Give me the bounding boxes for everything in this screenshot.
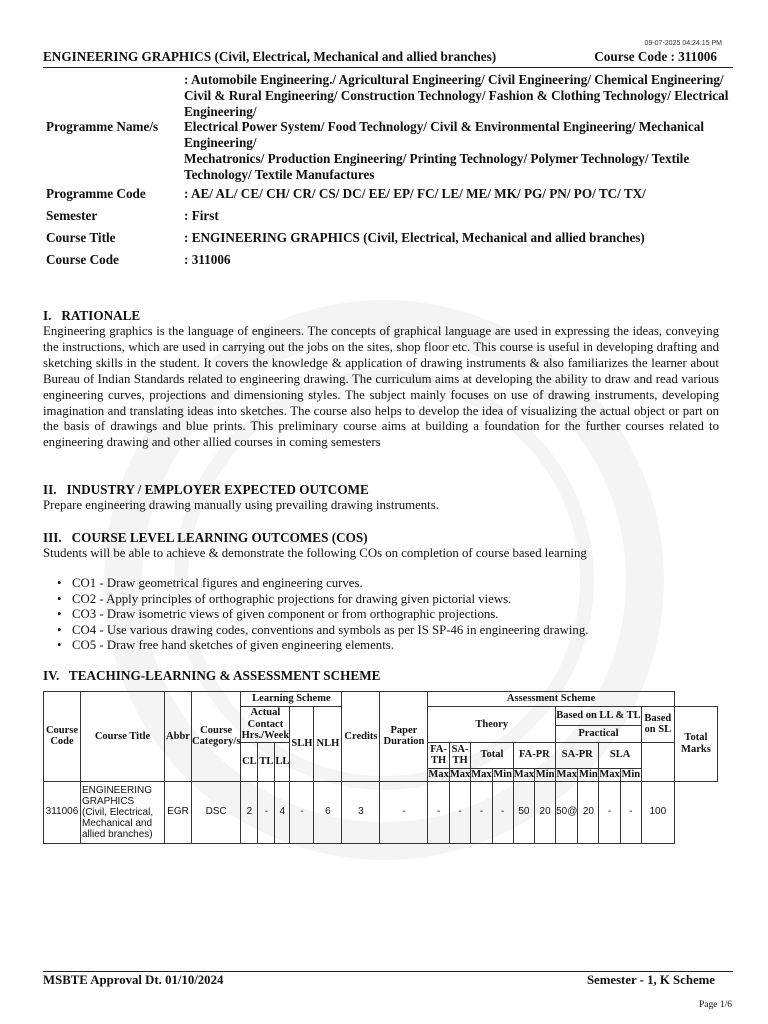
cell-sa-th-max: - [449,781,470,843]
cell-sla-min: - [620,781,641,843]
teaching-assessment-table [43,691,718,844]
programme-names-line: : Automobile Engineering./ Agricultural Engineering/ Civil Engineering/ Chemical Engineering/ [184,72,724,87]
semester-value: : First [184,207,219,223]
header-nlh: NLH [314,707,342,782]
co-item: • CO1 - Draw geometrical figures and engineering curves. [72,576,588,592]
cell-sa-pr-max: 50@ [556,781,578,843]
header-learning-scheme: Learning Scheme [241,692,342,707]
header-max: Max [471,768,492,780]
semester-label: Semester [46,207,98,223]
header-min: Min [579,768,598,780]
course-code-label: Course Code [46,251,119,267]
course-code-value: : 311006 [184,251,231,267]
programme-info-table [46,72,736,271]
header-max: Max [599,768,620,780]
cell-cl: 2 [241,781,258,843]
cell-category: DSC [192,781,241,843]
cell-course-code: 311006 [44,781,81,843]
industry-outcome-heading: II. INDUSTRY / EMPLOYER EXPECTED OUTCOME [43,482,369,497]
cell-course-title [81,781,165,843]
cell-total-max: - [471,781,492,843]
header-tl: TL [258,742,275,781]
cell-total-marks: 100 [641,781,674,843]
header-paper-duration: Paper Duration [380,692,428,782]
cell-fa-pr-max: 50 [513,781,534,843]
co-item: • CO4 - Use various drawing codes, conventions and symbols as per IS SP-46 in engineering drawing. [72,623,588,639]
header-sla: SLA [599,742,641,768]
cell-paper-duration: - [380,781,428,843]
header-max: Max [556,768,577,780]
programme-names-line: Civil & Rural Engineering/ Construction Technology/ Fashion & Clothing Technology/ Electrical Engineering/ [184,87,729,119]
co-item: • CO3 - Draw isometric views of given component or from orthographic projections. [72,607,588,623]
header-course-code: Course Code : 311006 [594,49,717,64]
header-sa-th: SA-TH [449,742,470,768]
header-fa-pr: FA-PR [513,742,555,768]
header-total-marks: Total Marks [674,707,717,782]
header-ll: LL [275,742,290,781]
programme-code-value: : AE/ AL/ CE/ CH/ CR/ CS/ DC/ EE/ EP/ FC/ LE/ ME/ MK/ PG/ PN/ PO/ TC/ TX/ [184,185,646,201]
cell-course-title-main: ENGINEERING GRAPHICS [82,784,153,807]
cell-nlh: 6 [314,781,342,843]
cell-tl: - [258,781,275,843]
header-max: Max [428,768,449,780]
industry-outcome-text: Prepare engineering drawing manually using prevailing drawing instruments. [43,498,439,512]
table-row [44,781,718,843]
cell-slh: - [290,781,314,843]
document-header [43,49,733,68]
print-timestamp: 09-07-2025 04:24:15 PM [644,40,722,47]
header-course-category: Course Category/s [192,692,241,782]
cos-heading: III. COURSE LEVEL LEARNING OUTCOMES (COS) [43,530,368,545]
co-item: • CO2 - Apply principles of orthographic projections for drawing given pictorial views. [72,592,588,608]
footer-semester: Semester - 1, K Scheme [586,973,715,987]
footer-approval-date: MSBTE Approval Dt. 01/10/2024 [43,973,224,987]
rationale-text: Engineering graphics is the language of engineers. The concepts of graphical language are used in expressing the ideas, conveying the instructions, which are used in carrying out the jobs on the sites, shop floor etc. This course is useful in developing drafting and sketching skills in the student. It covers the knowledge & application of drawing instruments & also familiarizes the learner about Bureau of Indian Standards related to engineering drawing. The curriculum aims at developing the ability to draw and read various engineering curves, projections and dimensioning styles. The subject mainly focuses on use of drawing instruments, developing imagination and translating ideas into sketches. The course also helps to develop the idea of visualizing the actual object or part on the basis of drawings and blue prints. This preliminary course aims at building a foundation for the further courses related to engineering drawing and other allied courses in coming semesters [43,324,719,450]
cell-course-title-sub: (Civil, Electrical, Mechanical and allied branches) [82,806,154,840]
header-based-sl: Based on SL [641,707,674,743]
header-sa-pr: SA-PR [556,742,599,768]
cell-fa-th-max: - [428,781,449,843]
programme-names-label: Programme Name/s [46,119,159,135]
teaching-scheme-heading: IV. TEACHING-LEARNING & ASSESSMENT SCHEME [43,668,381,683]
programme-code-label: Programme Code [46,185,146,201]
header-credits: Credits [342,692,380,782]
header-abbr: Abbr [165,692,192,782]
cell-ll: 4 [275,781,290,843]
header-assessment-scheme: Assessment Scheme [428,692,674,707]
cell-fa-pr-min: 20 [535,781,556,843]
rationale-heading: I. RATIONALE [43,308,141,323]
programme-names-line: Electrical Power System/ Food Technology/ Civil & Environmental Engineering/ Mechanical Engineering/ [184,119,705,151]
course-title-value: : ENGINEERING GRAPHICS (Civil, Electrical, Mechanical and allied branches) [184,229,645,245]
header-total: Total [471,742,513,768]
document-footer [43,971,733,988]
cell-abbr: EGR [165,781,192,843]
header-fa-th: FA-TH [428,742,449,768]
header-min: Min [493,768,513,780]
header-actual-contact: Actual Contact Hrs./Week [241,707,290,741]
cell-sa-pr-min: 20 [578,781,599,843]
cell-sla-max: - [599,781,620,843]
programme-names-value [184,72,736,183]
header-course-title: Course Title [81,692,165,782]
cos-intro: Students will be able to achieve & demonstrate the following COs on completion of course based learning [43,546,587,560]
course-title-label: Course Title [46,229,116,245]
header-course-code: Course Code [44,692,81,782]
header-based-ll-tl: Based on LL & TL [556,707,642,726]
header-min: Min [535,768,555,780]
cell-total-min: - [492,781,513,843]
course-outcomes-list [72,576,588,654]
cell-credits: 3 [342,781,380,843]
co-item: • CO5 - Draw free hand sketches of given engineering elements. [72,638,588,654]
header-practical: Practical [556,726,642,742]
header-slh: SLH [290,707,314,782]
header-min: Min [621,768,641,780]
page-number: Page 1/6 [699,1000,732,1010]
header-cl: CL [241,742,258,781]
header-max: Max [449,768,471,780]
header-course-title: ENGINEERING GRAPHICS (Civil, Electrical, Mechanical and allied branches) [43,49,497,64]
header-theory: Theory [428,707,556,743]
header-max: Max [513,768,535,780]
programme-names-line: Mechatronics/ Production Engineering/ Printing Technology/ Polymer Technology/ Textile Technology/ Textile Manufactures [184,150,690,182]
